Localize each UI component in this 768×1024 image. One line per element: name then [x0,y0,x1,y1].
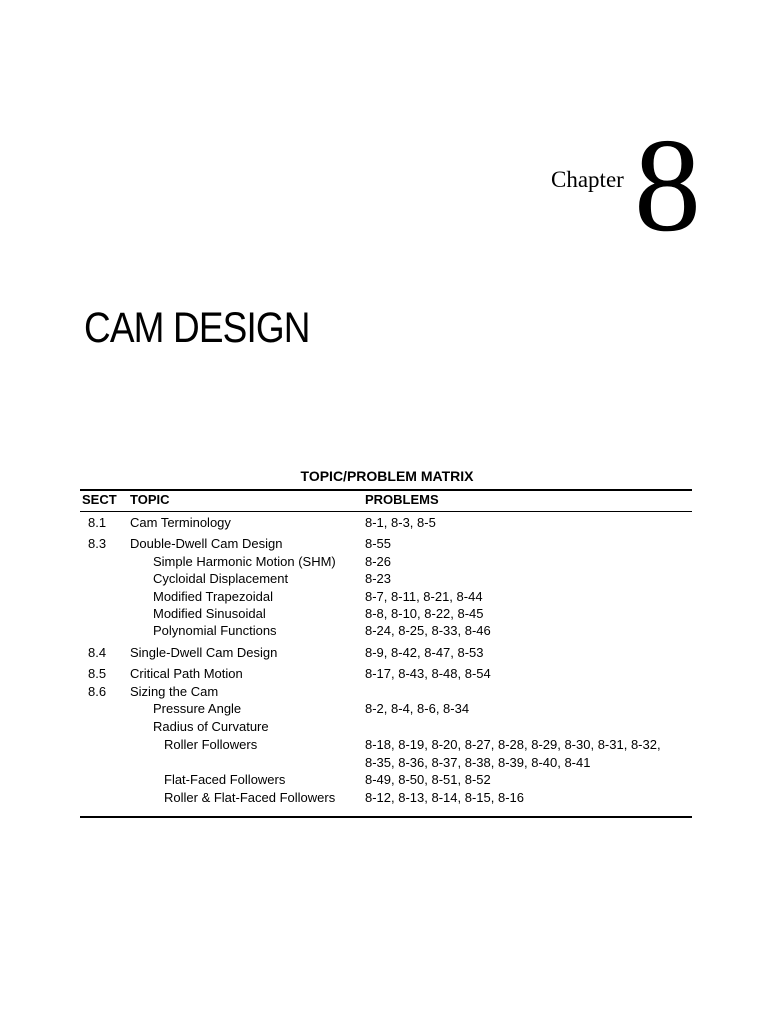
row-topic: Radius of Curvature [153,719,269,734]
chapter-number: 8 [634,111,701,259]
row-problems: 8-49, 8-50, 8-51, 8-52 [365,772,491,787]
row-sect: 8.5 [88,666,107,681]
row-topic: Modified Trapezoidal [153,589,273,604]
row-topic: Flat-Faced Followers [164,772,286,787]
row-topic: Roller & Flat-Faced Followers [164,790,336,805]
row-problems: 8-18, 8-19, 8-20, 8-27, 8-28, 8-29, 8-30, 8-31, 8-32, [365,737,661,752]
row-topic: Cycloidal Displacement [153,571,289,586]
row-topic: Modified Sinusoidal [153,606,266,621]
row-sect: 8.6 [88,684,107,699]
row-topic: Roller Followers [164,737,258,752]
row-sect: 8.1 [88,515,107,530]
row-topic: Pressure Angle [153,701,242,716]
header-topic: TOPIC [130,492,170,507]
row-topic: Critical Path Motion [130,666,243,681]
row-topic: Cam Terminology [130,515,231,530]
row-topic: Polynomial Functions [153,623,277,638]
row-problems: 8-8, 8-10, 8-22, 8-45 [365,606,484,621]
row-problems: 8-1, 8-3, 8-5 [365,515,436,530]
row-problems: 8-12, 8-13, 8-14, 8-15, 8-16 [365,790,524,805]
table-header-rule [80,511,692,512]
row-problems: 8-24, 8-25, 8-33, 8-46 [365,623,491,638]
row-problems: 8-9, 8-42, 8-47, 8-53 [365,645,484,660]
row-problems: 8-55 [365,536,392,551]
table-top-rule [80,489,692,491]
chapter-word: Chapter [551,167,624,192]
row-topic: Single-Dwell Cam Design [130,645,278,660]
header-problems: PROBLEMS [365,492,439,507]
row-problems: 8-7, 8-11, 8-21, 8-44 [365,589,483,604]
matrix-title: TOPIC/PROBLEM MATRIX [300,468,474,484]
table-bottom-rule [80,816,692,818]
row-topic: Simple Harmonic Motion (SHM) [153,554,336,569]
row-problems: 8-17, 8-43, 8-48, 8-54 [365,666,491,681]
header-sect: SECT [82,492,117,507]
row-sect: 8.3 [88,536,107,551]
row-problems: 8-35, 8-36, 8-37, 8-38, 8-39, 8-40, 8-41 [365,755,591,770]
row-problems: 8-26 [365,554,392,569]
row-problems: 8-23 [365,571,392,586]
row-problems: 8-2, 8-4, 8-6, 8-34 [365,701,470,716]
row-topic: Double-Dwell Cam Design [130,536,283,551]
row-sect: 8.4 [88,645,107,660]
row-topic: Sizing the Cam [130,684,219,699]
chapter-title: CAM DESIGN [84,304,310,352]
